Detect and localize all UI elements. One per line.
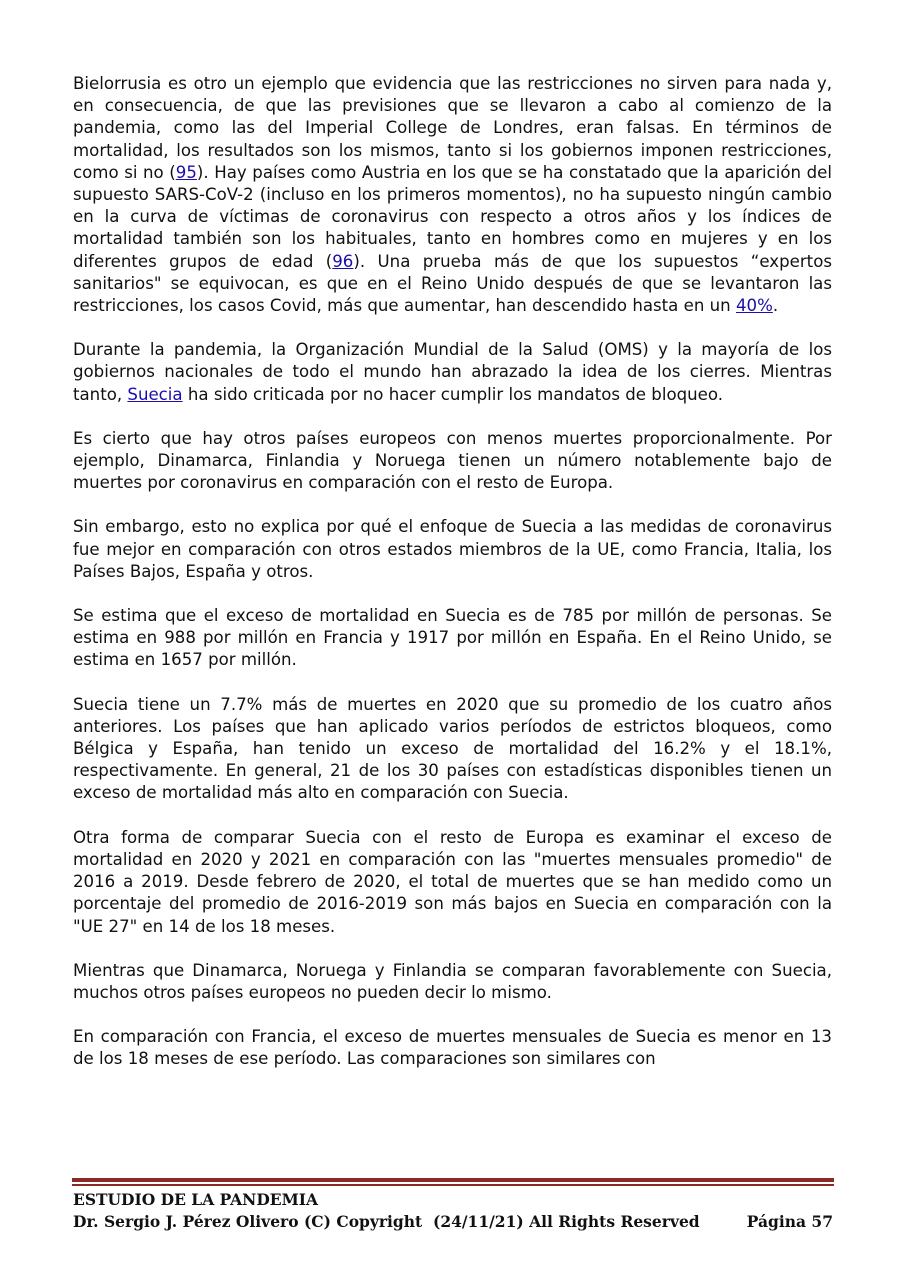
footer-rule <box>72 1178 834 1182</box>
paragraph <box>73 827 832 938</box>
paragraph <box>73 428 832 495</box>
paragraph <box>73 605 832 672</box>
reference-link[interactable]: 96 <box>332 251 354 271</box>
paragraph-text: Otra forma de comparar Suecia con el resto de Europa es examinar el exceso de mortalidad en 2020 y 2021 en comparación con las "muertes mensuales promedio" de 2016 a 2019. Desde febrero de 2020, el total de muertes que se han medido como un porcentaje del promedio de 2016-2019 son más bajos en Suecia en comparación con la "UE 27" en 14 de los 18 meses. <box>73 827 832 936</box>
footer-title: ESTUDIO DE LA PANDEMIA <box>73 1190 319 1209</box>
reference-link[interactable]: 95 <box>175 162 197 182</box>
paragraph-text: Mientras que Dinamarca, Noruega y Finlandia se comparan favorablemente con Suecia, muchos otros países europeos no pueden decir lo mismo. <box>73 960 832 1002</box>
paragraph-text: Suecia tiene un 7.7% más de muertes en 2020 que su promedio de los cuatro años anteriores. Los países que han aplicado varios períodos de estrictos bloqueos, como Bélgica y España, han tenido un exceso de mortalidad del 16.2% y el 18.1%, respectivamente. En general, 21 de los 30 países con estadísticas disponibles tienen un exceso de mortalidad más alto en comparación con Suecia. <box>73 694 832 803</box>
paragraph <box>73 73 832 317</box>
paragraph-text: . <box>772 296 779 316</box>
paragraph-text: Sin embargo, esto no explica por qué el enfoque de Suecia a las medidas de coronavirus fue mejor en comparación con otros estados miembros de la UE, como Francia, Italia, los Países Bajos, España y otros. <box>73 517 832 581</box>
paragraph-text: Es cierto que hay otros países europeos con menos muertes proporcionalmente. Por ejemplo, Dinamarca, Finlandia y Noruega tienen un número notablemente bajo de muertes por coronavirus en comparación con el resto de Europa. <box>73 428 832 493</box>
paragraph <box>73 1026 832 1070</box>
footer-copyright: Dr. Sergio J. Pérez Olivero (C) Copyright (24/11/21) All Rights Reserved <box>73 1212 700 1231</box>
footer-rule-thin <box>72 1184 834 1186</box>
paragraph-text: Bielorrusia es otro un ejemplo que evidencia que las restricciones no sirven para nada y, en consecuencia, de que las previsiones que se llevaron a cabo al comienzo de la pandemia, como las del Imperial College de Londres, eran falsas. En términos de mortalidad, los resultados son los mismos, tanto si los gobiernos imponen restricciones, como si no ( <box>73 74 832 182</box>
paragraph <box>73 516 832 583</box>
paragraph <box>73 960 832 1004</box>
paragraph-text: Se estima que el exceso de mortalidad en Suecia es de 785 por millón de personas. Se estima en 988 por millón en Francia y 1917 por millón en España. En el Reino Unido, se estima en 1657 por millón. <box>73 606 832 670</box>
page-footer <box>73 1189 833 1233</box>
reference-link[interactable]: 40% <box>735 296 773 316</box>
page-number: Página 57 <box>746 1212 833 1231</box>
paragraph <box>73 694 832 805</box>
body-text <box>73 73 832 1093</box>
paragraph-text: ). Una prueba más de que los supuestos “expertos sanitarios" se equivocan, es que en el Reino Unido después de que se levantaron las restricciones, los casos Covid, más que aumentar, han descendido hasta en un <box>73 251 832 316</box>
paragraph <box>73 339 832 406</box>
reference-link[interactable]: Suecia <box>127 384 183 404</box>
paragraph-text: ). Hay países como Austria en los que se ha constatado que la aparición del supuesto SARS-CoV-2 (incluso en los primeros momentos), no ha supuesto ningún cambio en la curva de víctimas de coronavirus con respecto a otros años y los índices de mortalidad también son los habituales, tanto en hombres como en mujeres y en los diferentes grupos de edad ( <box>73 162 832 271</box>
paragraph-text: Durante la pandemia, la Organización Mundial de la Salud (OMS) y la mayoría de los gobiernos nacionales de todo el mundo han abrazado la idea de los cierres. Mientras tanto, <box>73 340 832 404</box>
paragraph-text: En comparación con Francia, el exceso de muertes mensuales de Suecia es menor en 13 de los 18 meses de ese período. Las comparaciones son similares con <box>73 1027 832 1069</box>
paragraph-text: ha sido criticada por no hacer cumplir los mandatos de bloqueo. <box>182 384 723 404</box>
